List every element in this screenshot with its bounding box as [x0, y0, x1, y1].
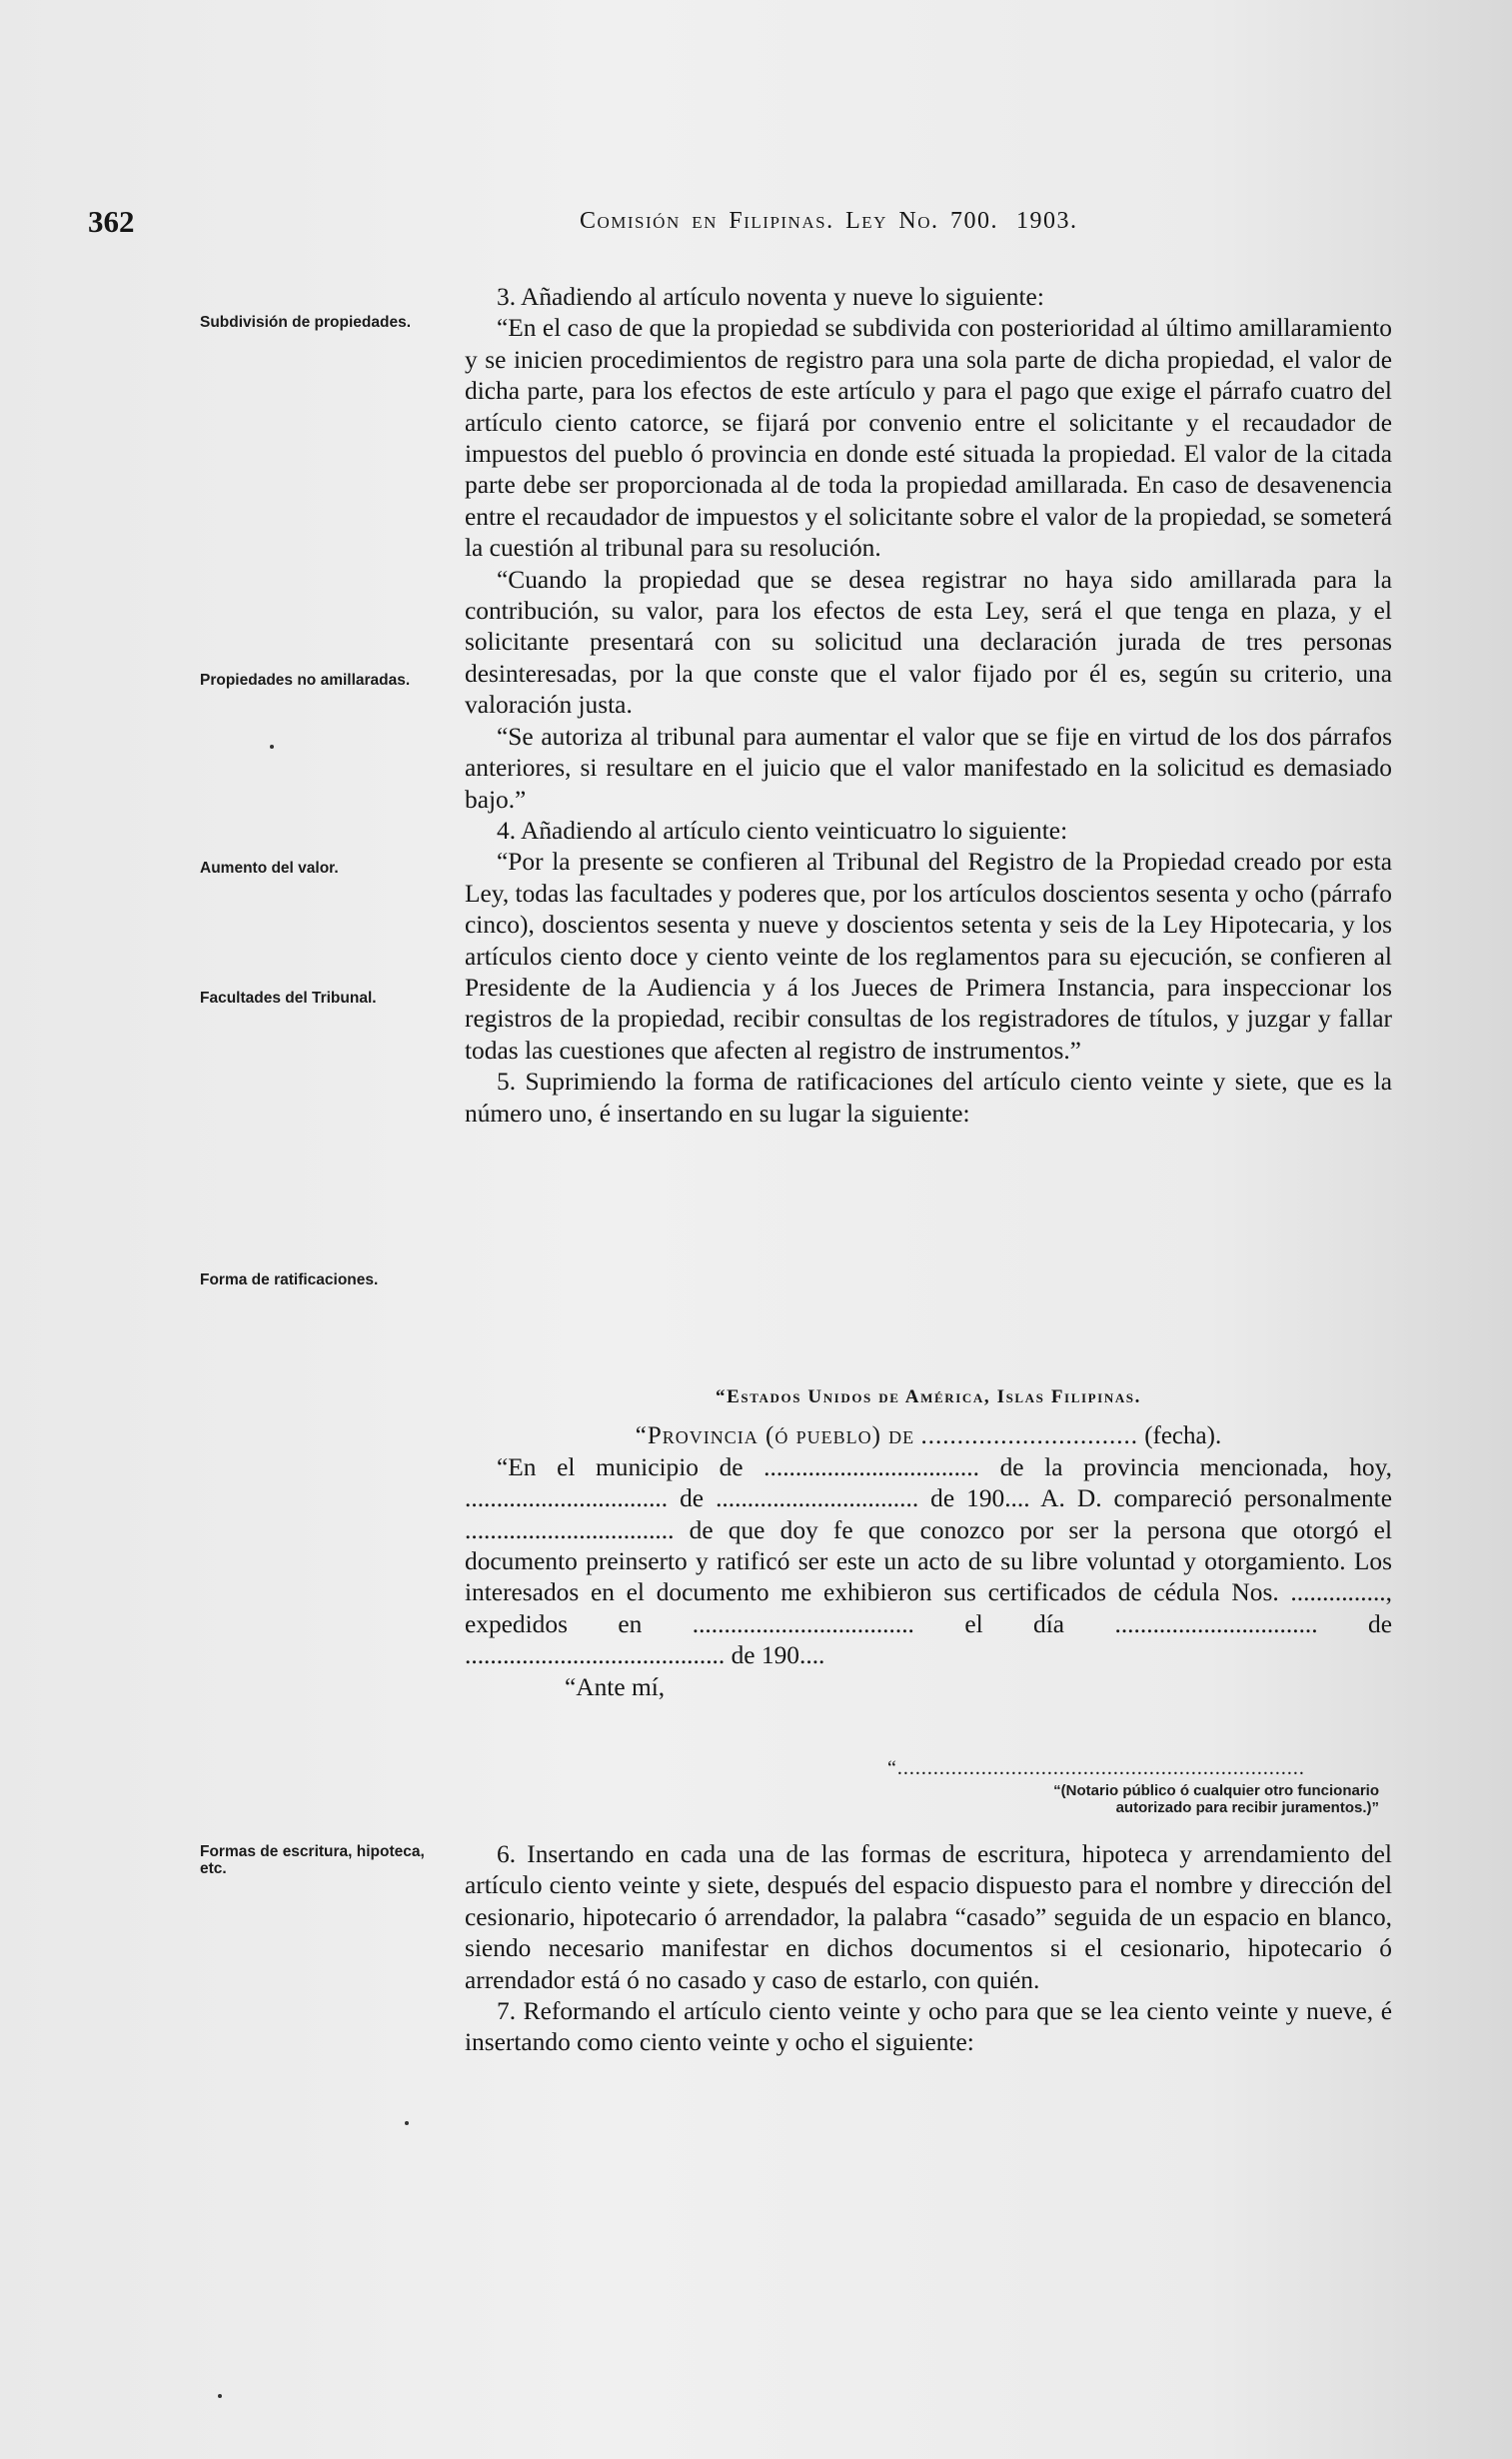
form-provincia-label: “Provincia (ó pueblo) de [635, 1422, 915, 1450]
margin-note-facultades: Facultades del Tribunal. [200, 990, 377, 1007]
notary-caption-line-1: “(Notario público ó cualquier otro funcionario [1053, 1782, 1379, 1799]
notary-caption [769, 1782, 1379, 1816]
body-text-lower [465, 1839, 1392, 2059]
form-fecha: (fecha). [1144, 1422, 1222, 1450]
margin-note-subdivision: Subdivisión de propiedades. [200, 314, 412, 331]
ratification-form [465, 1381, 1392, 1703]
running-head-title: Comisión en Filipinas. Ley No. 700. [580, 208, 999, 234]
scan-speck [218, 2394, 222, 2398]
paragraph-6: 6. Insertando en cada una de las formas de escritura, hipoteca y arrendamiento del artículo ciento veinte y siete, después del espacio dispuesto para el nombre y dirección del cesionario, hipotecario ó arrendador, la palabra “casado” seguida de un espacio en blanco, siendo necesario manifestar en dichos documentos si el cesionario, hipotecario ó arrendador está ó no casado y caso de estarlo, con quién. [465, 1840, 1392, 1994]
page-header [88, 204, 1302, 244]
form-body: “En el municipio de .................................. de la provincia mencionada, hoy, ................................ de ................................ de 190.... A. D. compareció personalmente ................................. de que doy fe que conozco por ser la persona que otorgó el documento preinserto y ratificó ser este un acto de su libre voluntad y otorgamiento. Los interesados en el documento me exhibieron sus certificados de cédula Nos. ..............., expedidos en ................................... el día ................................ de ......................................... de 190.... [465, 1452, 1392, 1670]
notary-caption-line-2: autorizado para recibir juramentos.)” [1115, 1799, 1379, 1816]
paragraph-4: 4. Añadiendo al artículo ciento veinticuatro lo siguiente: [497, 816, 1068, 845]
paragraph-3b: “Cuando la propiedad que se desea registrar no haya sido amillarada para la contribución, su valor, para los efectos de esta Ley, será el que tenga en plaza, y el solicitante presentará con su solicitud una declaración jurada de tres personas desinteresadas, por la que conste que el valor fijado por él es, según su criterio, una valoración justa. [465, 565, 1392, 720]
page-number: 362 [88, 204, 135, 239]
paragraph-3: 3. Añadiendo al artículo noventa y nueve lo siguiente: [497, 283, 1044, 311]
paragraph-3c: “Se autoriza al tribunal para aumentar el valor que se fije en virtud de los dos párrafos anteriores, si resultare en el juicio que el valor manifestado en la solicitud es demasiado bajo.” [465, 722, 1392, 814]
running-head-year: 1903. [1016, 208, 1078, 234]
paragraph-5: 5. Suprimiendo la forma de ratificaciones del artículo ciento veinte y siete, que es la número uno, é insertando en su lugar la siguiente: [465, 1068, 1392, 1128]
scan-speck [270, 745, 274, 749]
form-title: “Estados Unidos de América, Islas Filipinas. [716, 1386, 1141, 1407]
margin-note-formas-escritura: Formas de escritura, hipoteca, etc. [200, 1843, 425, 1877]
signature-line: “.................................................................... [887, 1757, 1305, 1779]
form-provincia [465, 1420, 1392, 1451]
paragraph-4a: “Por la presente se confieren al Tribunal del Registro de la Propiedad creado por esta Ley, todas las facultades y poderes que, por los artículos doscientos sesenta y ocho (párrafo cinco), doscientos sesenta y nueve y doscientos setenta y seis de la Ley Hipotecaria, y los artículos ciento doce y ciento veinte de los reglamentos para su ejecución, se confieren al Presidente de la Audiencia y á los Jueces de Primera Instancia, para inspeccionar los registros de la propiedad, recibir consultas de los registradores de títulos, y juzgar y fallar todas las cuestiones que afecten al registro de instrumentos.” [465, 848, 1392, 1065]
form-provincia-blank: .............................. [920, 1422, 1138, 1450]
form-ante-mi: “Ante mí, [565, 1672, 666, 1701]
margin-note-ratificaciones: Forma de ratificaciones. [200, 1271, 379, 1288]
margin-note-no-amillaradas: Propiedades no amillaradas. [200, 672, 411, 689]
scan-speck [405, 2121, 409, 2125]
paragraph-3a: “En el caso de que la propiedad se subdivida con posterioridad al último amillaramiento y se inicien procedimientos de registro para una sola parte de dicha propiedad, el valor de dicha parte, para los efectos de este artículo y para el pago que exige el párrafo cuatro del artículo ciento catorce, se fijará por convenio entre el solicitante y el recaudador de impuestos del pueblo ó provincia en donde esté situada la propiedad. El valor de la citada parte debe ser proporcionada al de toda la propiedad amillarada. En caso de desavenencia entre el recaudador de impuestos y el solicitante sobre el valor de la propiedad, se someterá la cuestión al tribunal para su resolución. [465, 314, 1392, 563]
margin-note-aumento-valor: Aumento del valor. [200, 860, 339, 877]
body-text [465, 282, 1392, 1130]
running-head [580, 208, 1078, 235]
paragraph-7: 7. Reformando el artículo ciento veinte y ocho para que se lea ciento veinte y nueve, é insertando como ciento veinte y ocho el siguiente: [465, 1997, 1392, 2057]
